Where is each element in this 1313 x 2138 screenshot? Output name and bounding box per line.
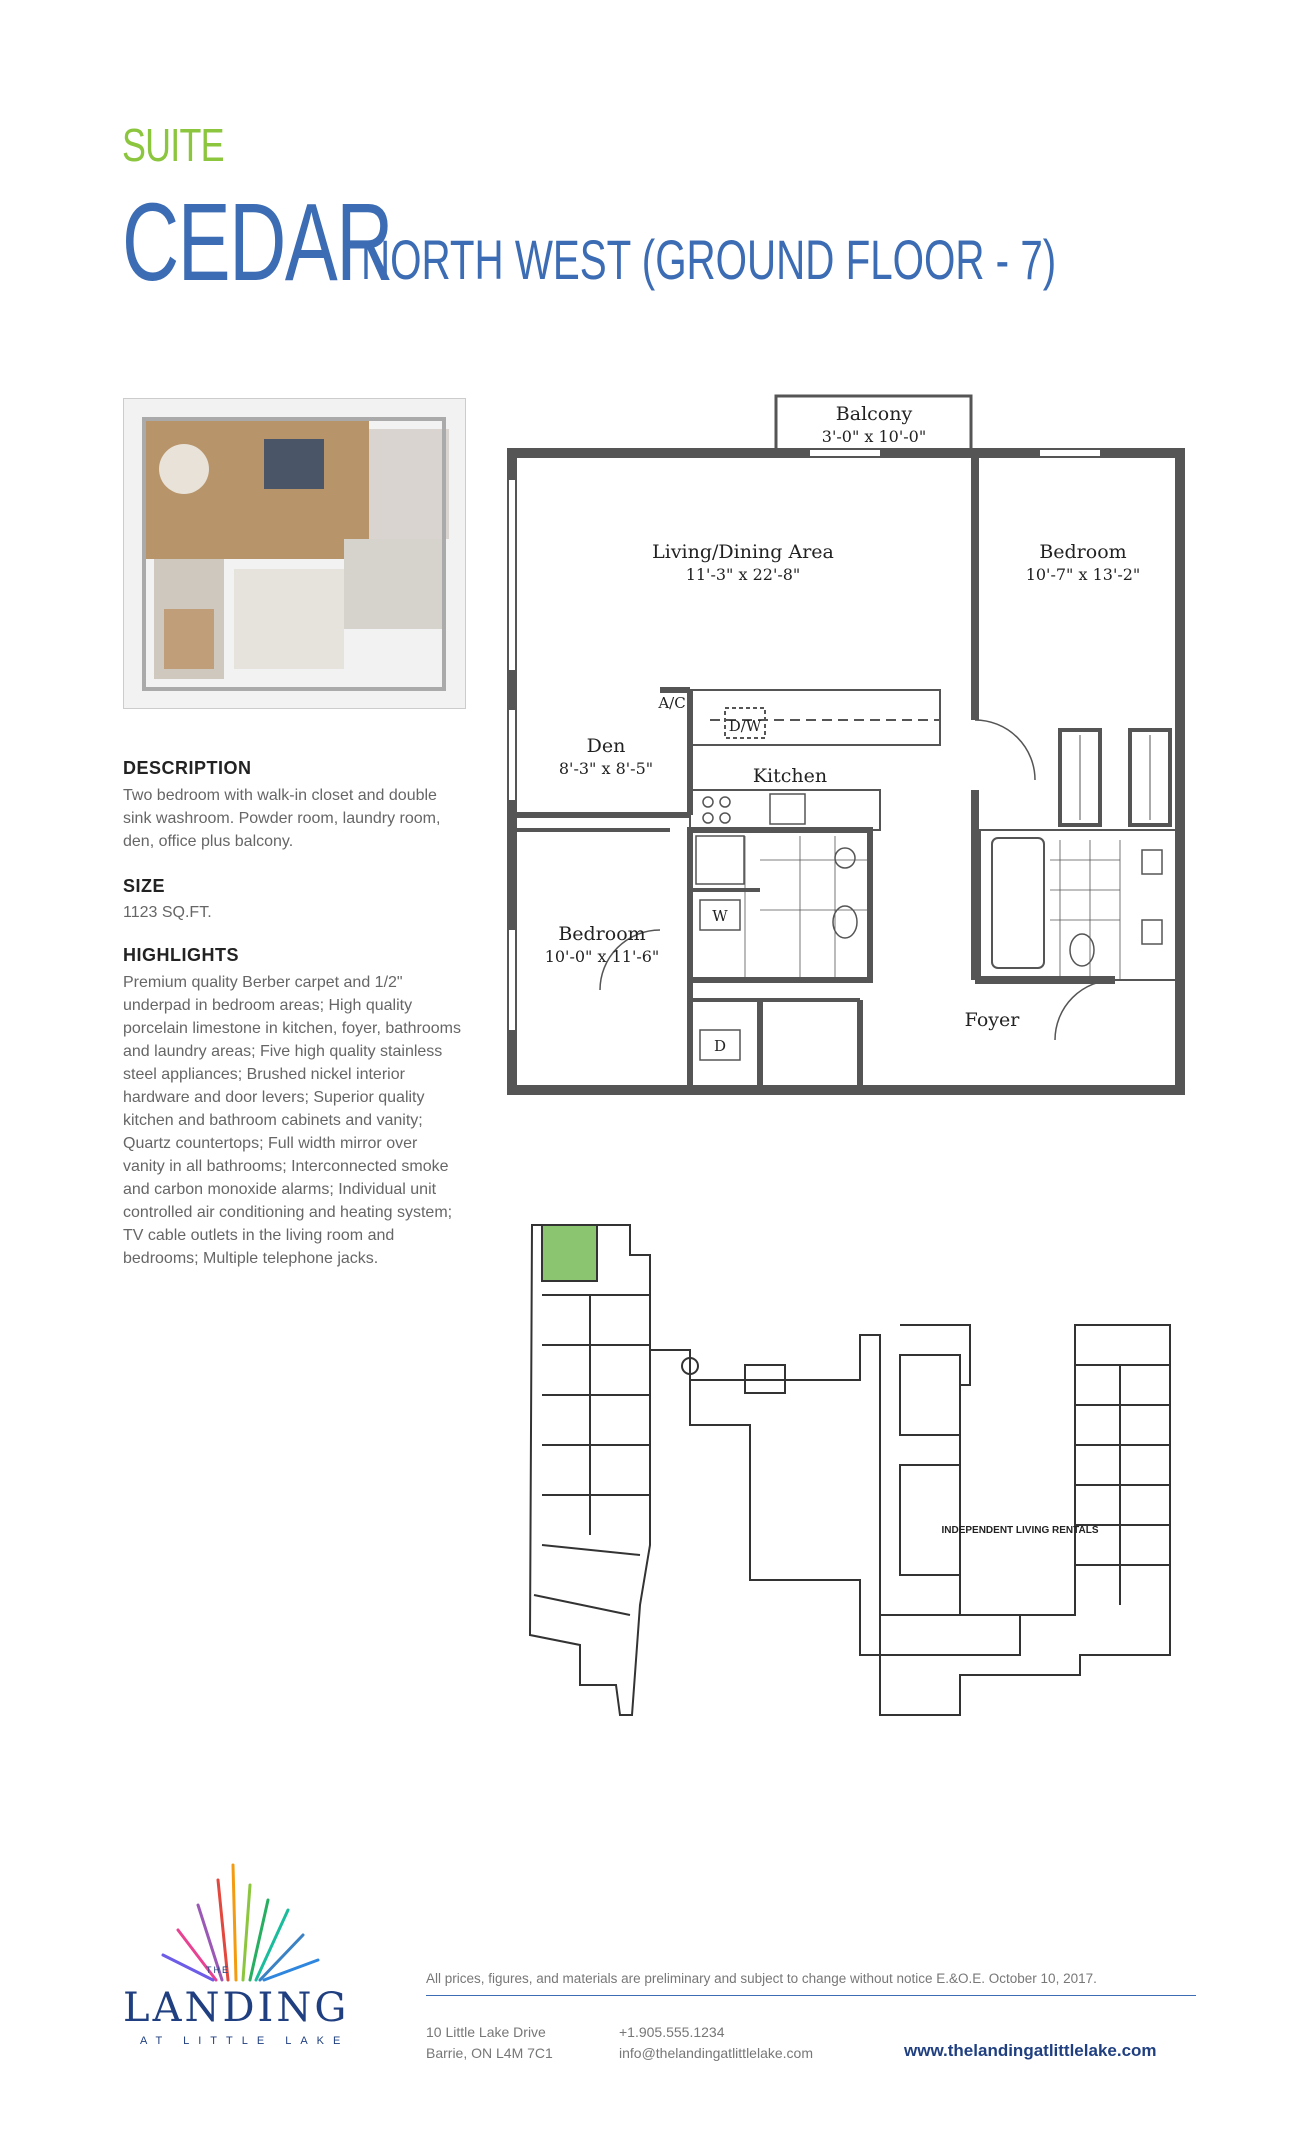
foyer-label: Foyer xyxy=(964,1009,1020,1031)
highlights-heading: HIGHLIGHTS xyxy=(123,945,239,965)
bedroom1-label: Bedroom xyxy=(1039,541,1127,563)
bedroom2-dim: 10'-0" x 11'-6" xyxy=(544,947,660,966)
description-heading: DESCRIPTION xyxy=(123,758,252,778)
den-dim: 8'-3" x 8'-5" xyxy=(558,759,654,778)
description-text: Two bedroom with walk-in closet and double sink washroom. Powder room, laundry room, den, office plus balcony. xyxy=(123,787,441,850)
site-plan-label: INDEPENDENT LIVING RENTALS xyxy=(941,1525,1099,1536)
address-line1: 10 Little Lake Drive xyxy=(426,2024,546,2040)
suite-name: CEDAR xyxy=(122,181,393,304)
kitchen-label: Kitchen xyxy=(752,765,828,787)
size-text: 1123 SQ.FT. xyxy=(123,904,212,921)
balcony-label: Balcony xyxy=(835,403,913,425)
ac-label: A/C xyxy=(658,694,686,712)
highlights-text: Premium quality Berber carpet and 1/2" underpad in bedroom areas; High quality porcelain limestone in kitchen, foyer, bathrooms and laundry areas; Five high quality stainless steel appliances; Brushed nickel interior hardware and door levers; Superior quality kitchen and bathroom cabinets and vanity; Quartz countertops; Full width mirror over vanity in all bathrooms; Interconnected smoke and carbon monoxide alarms; Individual unit controlled air conditioning and heating system; TV cable outlets in the living room and bedrooms; Multiple telephone jacks. xyxy=(123,974,461,1267)
living-dim: 11'-3" x 22'-8" xyxy=(685,565,801,584)
bedroom1-dim: 10'-7" x 13'-2" xyxy=(1025,565,1141,584)
phone[interactable]: +1.905.555.1234 xyxy=(619,2024,725,2040)
bedroom2-label: Bedroom xyxy=(558,923,646,945)
floor-plan xyxy=(500,390,1200,1100)
suite-3d-rendering xyxy=(123,398,466,709)
logo-sub-text: AT LITTLE LAKE xyxy=(140,2035,350,2047)
washer-label: W xyxy=(712,907,728,925)
logo-top-text: THE xyxy=(206,1965,230,1975)
den-label: Den xyxy=(586,735,626,757)
living-label: Living/Dining Area xyxy=(652,541,834,563)
site-plan xyxy=(520,1215,1180,1725)
email-link[interactable]: info@thelandingatlittlelake.com xyxy=(619,2045,813,2061)
footer-divider xyxy=(426,1995,1196,1996)
address-line2: Barrie, ON L4M 7C1 xyxy=(426,2045,553,2061)
suite-location: NORTH WEST (GROUND FLOOR - 7) xyxy=(361,228,1057,291)
size-heading: SIZE xyxy=(123,876,166,896)
logo-main-text: LANDING xyxy=(123,1985,350,2031)
website-link[interactable]: www.thelandingatlittlelake.com xyxy=(904,2041,1157,2060)
dryer-label: D xyxy=(713,1037,727,1055)
balcony-dim: 3'-0" x 10'-0" xyxy=(821,427,927,446)
suite-label: SUITE xyxy=(122,119,224,171)
dw-label: D/W xyxy=(728,717,762,735)
disclaimer: All prices, figures, and materials are preliminary and subject to change without notice E.&O.E. October 10, 2017. xyxy=(426,1971,1097,1986)
